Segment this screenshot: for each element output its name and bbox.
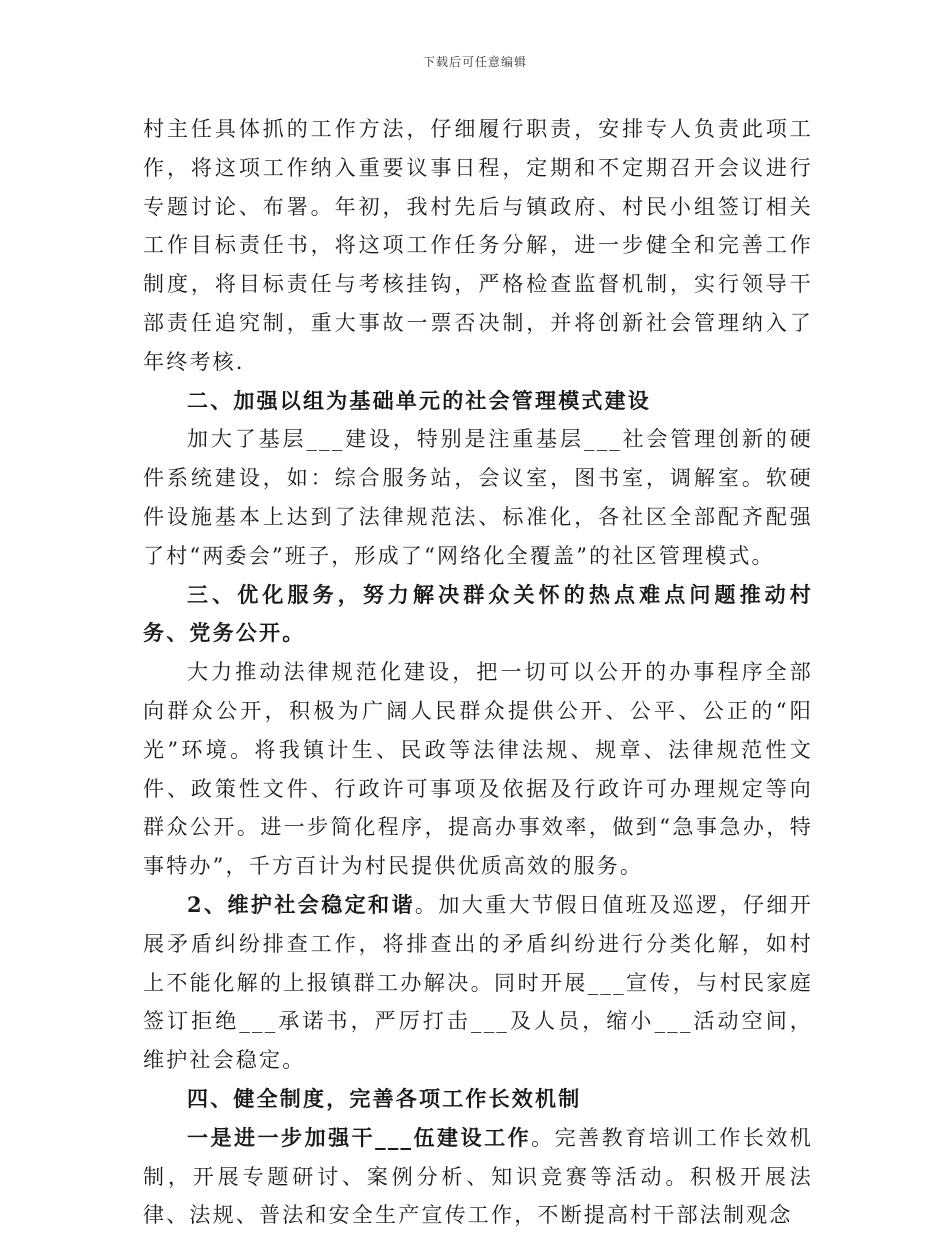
paragraph-2: 加大了基层___建设，特别是注重基层___社会管理创新的硬件系统建设，如：综合服务站，会议室，图书室，调解室。软硬件设施基本上达到了法律规范法、标准化，各社区全部配齐配强了村“两委会”班子，形成了“网络化全覆盖”的社区管理模式。 [143,427,813,568]
paragraph-5 [143,1119,813,1235]
paragraph-3: 大力推动法律规范化建设，把一切可以公开的办事程序全部向群众公开，积极为广阔人民群众提供公开、公平、公正的“阳光”环境。将我镇计生、民政等法律法规、规章、法律规范性文件、政策性文件、行政许可事项及依据及行政许可办理规定等向群众公开。进一步简化程序，提高办事效率，做到“急事急办，特事特办”，千方百计为村民提供优质高效的服务。 [143,660,813,879]
paragraph-1: 村主任具体抓的工作方法，仔细履行职责，安排专人负责此项工作，将这项工作纳入重要议事日程，定期和不定期召开会议进行专题讨论、布署。年初，我村先后与镇政府、村民小组签订相关工作目标责任书，将这项工作任务分解，进一步健全和完善工作制度，将目标责任与考核挂钩，严格检查监督机制，实行领导干部责任追究制，重大事故一票否决制，并将创新社会管理纳入了年终考核. [143,117,813,374]
page-header: 下载后可任意编辑 [422,55,527,69]
paragraph-4-text: 。加大重大节假日值班及巡逻，仔细开展矛盾纠纷排查工作，将排查出的矛盾纠纷进行分类化解，如村上不能化解的上报镇群工办解决。同时开展___宣传，与村民家庭签订拒绝___承诺书，严厉打击___及人员，缩小___活动空间，维护社会稳定。 [143,892,813,1073]
paragraph-4-lead: 2、维护社会稳定和谐 [187,891,415,917]
document-body [143,110,813,1235]
paragraph-5-lead: 一是进一步加强干___伍建设工作 [187,1124,532,1150]
paragraph-5-text: 。完善教育培训工作长效机制，开展专题研讨、案例分析、知识竞赛等活动。积极开展法律、法规、普法和安全生产宣传工作，不断提高村干部法制观念 [143,1125,813,1228]
section-heading-3: 三、优化服务，努力解决群众关怀的热点难点问题推动村务、党务公开。 [143,581,813,646]
paragraph-4 [143,886,813,1080]
section-heading-2: 二、加强以组为基础单元的社会管理模式建设 [187,387,651,413]
section-heading-4: 四、健全制度，完善各项工作长效机制 [187,1085,582,1111]
